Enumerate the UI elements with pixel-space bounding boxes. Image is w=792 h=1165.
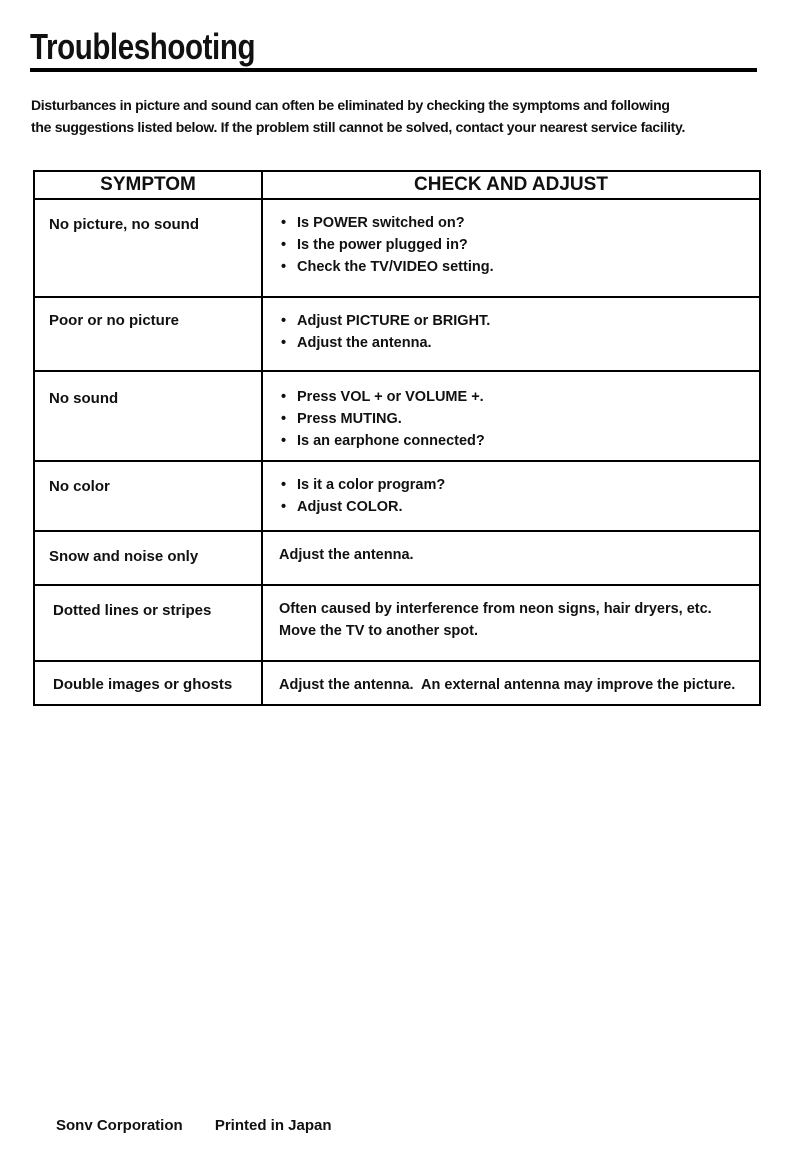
list-item: • Is it a color program?	[281, 474, 751, 496]
table-row	[35, 372, 759, 460]
check-cell	[263, 544, 751, 566]
page-title: Troubleshooting	[30, 26, 256, 67]
symptom-cell: No sound	[49, 390, 119, 407]
list-item: • Press MUTING.	[281, 408, 751, 430]
title-rule	[30, 68, 757, 72]
check-text: Move the TV to another spot.	[279, 623, 478, 639]
list-item: • Press VOL + or VOLUME +.	[281, 386, 751, 408]
list-item: • Is an earphone connected?	[281, 430, 751, 452]
footer-printed: Printed in Japan	[214, 1117, 332, 1134]
table-row	[35, 462, 759, 530]
list-item: • Is POWER switched on?	[281, 212, 751, 234]
footer-company: Sonv Corporation	[56, 1117, 183, 1134]
footer	[56, 1117, 332, 1134]
troubleshooting-table	[33, 170, 761, 706]
list-item: • Adjust the antenna.	[281, 332, 751, 354]
header-symptom: SYMPTOM	[100, 174, 196, 195]
check-cell	[281, 310, 751, 354]
intro-line-2: the suggestions listed below. If the problem still cannot be solved, contact your nearest service facility.	[31, 119, 686, 135]
check-cell	[263, 598, 751, 642]
list-item: • Adjust COLOR.	[281, 496, 751, 518]
table-row	[35, 298, 759, 370]
header-check-and-adjust: CHECK AND ADJUST	[414, 174, 608, 195]
list-item: • Is the power plugged in?	[281, 234, 751, 256]
symptom-cell: No color	[49, 478, 110, 495]
check-cell	[281, 212, 751, 278]
check-text: Often caused by interference from neon signs, hair dryers, etc.	[279, 601, 712, 617]
list-item: • Check the TV/VIDEO setting.	[281, 256, 751, 278]
intro-line-1: Disturbances in picture and sound can often be eliminated by checking the symptoms and following	[31, 97, 670, 113]
check-cell	[281, 386, 751, 452]
table-row	[35, 662, 759, 704]
symptom-cell: Dotted lines or stripes	[53, 602, 212, 619]
symptom-cell: Double images or ghosts	[53, 676, 233, 693]
table-row	[35, 200, 759, 296]
table-row	[35, 586, 759, 660]
symptom-cell: Snow and noise only	[49, 548, 199, 565]
check-cell	[281, 474, 751, 518]
table-row	[35, 532, 759, 584]
check-text: Adjust the antenna.	[279, 547, 414, 563]
check-text: Adjust the antenna. An external antenna may improve the picture.	[279, 677, 736, 693]
intro-text	[31, 94, 761, 138]
check-cell	[263, 674, 751, 696]
list-item: • Adjust PICTURE or BRIGHT.	[281, 310, 751, 332]
symptom-cell: No picture, no sound	[49, 216, 199, 233]
symptom-cell: Poor or no picture	[49, 312, 180, 329]
